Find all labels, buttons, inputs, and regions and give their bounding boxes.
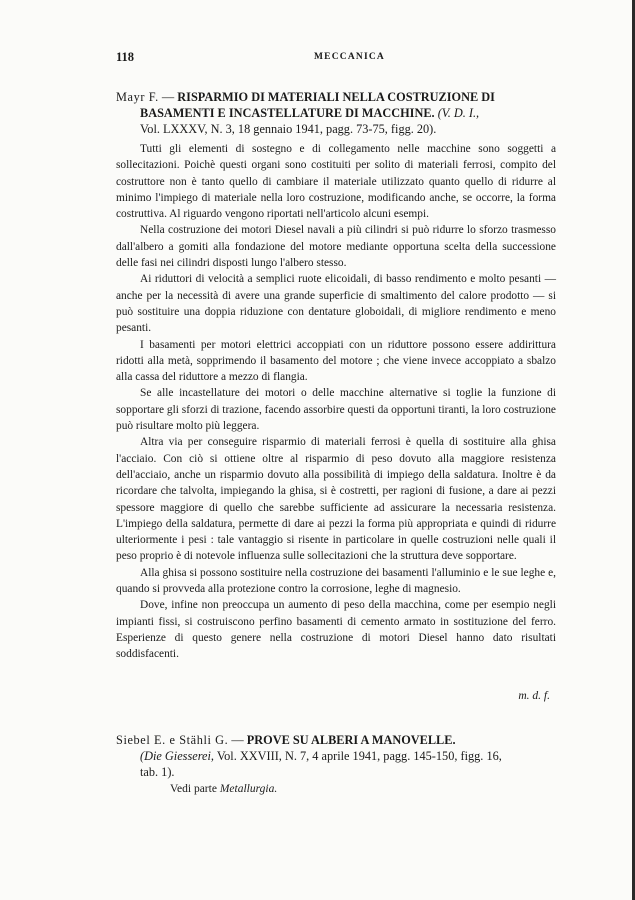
page-number: 118 <box>116 50 135 64</box>
article-2-citation-line1: Vol. XXVIII, N. 7, 4 aprile 1941, pagg. 145-150, figg. 16, <box>216 749 502 763</box>
cross-reference <box>170 783 277 795</box>
body-paragraph-1: Tutti gli elementi di sostegno e di collegamento nelle macchine sono soggetti a sollecitazioni. Poichè questi organi sono costituiti per solito di materiali ferrosi, compito del costruttore non è tanto quello di cambiare il materiale utilizzato quanto quello di ridurre al minimo l'impiego di materiale nella loro costruzione, modificando anche, se occorre, la forma costruttiva. Al riguardo vengono riportati nell'articolo alcuni esempi. <box>116 143 556 221</box>
article-1-source: (V. D. I., <box>437 106 480 120</box>
article-2-source: (Die Giesserei, <box>140 749 214 763</box>
article-2-dash: — <box>228 733 247 747</box>
body-paragraph-6: Altra via per conseguire risparmio di materiali ferrosi è quella di sostituire alla ghisa l'acciaio. Con ciò si ottiene oltre al risparmio di peso dovuto alla maggiore resistenza dell'acciaio, anche un risparmio dovuto alla possibilità di impiego della saldatura. Inoltre è da ricordare che talvolta, impiegando la ghisa, si è costretti, per ragioni di fusione, a dare ai pezzi spessore maggiore di quello che sarebbe sufficiente ad assicurare la necessaria resistenza. L'impiego della saldatura, permette di dare ai pezzi la forma più appropriata e quindi di ridurre ulteriormente i pesi : tale vantaggio si risente in particolare in quelle costruzioni nelle quali il peso proprio è di notevole influenza sulle sollecitazioni che la struttura deve sopportare. <box>116 436 556 563</box>
cross-reference-text: Vedi parte <box>170 783 217 795</box>
article-1-dash: — <box>158 90 178 104</box>
body-paragraph-8: Dove, infine non preoccupa un aumento di peso della macchina, come per esempio negli impianti fissi, si costruiscono perfino basamenti di cemento armato in sostituzione del ferro. Esperienze di questo genere nella costruzione di motori Diesel hanno dato risultati soddisfacenti. <box>116 599 556 661</box>
article-2-title: PROVE SU ALBERI A MANOVELLE. <box>246 733 456 747</box>
article-1-author: Mayr F. <box>116 90 159 104</box>
article-2-citation-line2: tab. 1). <box>140 765 175 779</box>
article-1-heading <box>116 89 556 137</box>
article-2-heading <box>116 732 556 780</box>
article-1-body <box>116 141 556 663</box>
body-paragraph-5: Se alle incastellature dei motori o delle macchine alternative si toglie la funzione di sopportare gli sforzi di trazione, facendo assorbire questi da opportuni tiranti, la loro costruzione può risultare molto più leggera. <box>116 387 556 433</box>
page-header <box>116 50 556 68</box>
article-1-title-line2: BASAMENTI E INCASTELLATURE DI MACCHINE. <box>140 106 435 120</box>
body-paragraph-4: I basamenti per motori elettrici accoppiati con un riduttore possono essere addirittura ridotti alla metà, sopprimendo il basamento del motore ; che viene invece accoppiato a sbalzo alla cassa del riduttore a mezzo di flangia. <box>116 338 556 384</box>
signature-initials: m. d. f. <box>518 690 550 702</box>
body-paragraph-2: Nella costruzione dei motori Diesel navali a più cilindri si può ridurre lo sforzo trasmesso dall'albero a gomiti alla fondazione del motore mediante opportuna scelta della successione delle fasi nei cilindri disposti lungo l'albero stesso. <box>116 224 556 270</box>
body-paragraph-7: Alla ghisa si possono sostituire nella costruzione dei basamenti l'alluminio e le sue leghe e, quando si provveda alla protezione contro la corrosione, leghe di magnesio. <box>116 566 556 596</box>
body-paragraph-3: Ai riduttori di velocità a semplici ruote elicoidali, di basso rendimento e molto pesanti — anche per la necessità di avere una grande superficie di smaltimento del calore prodotto — si può sostituire una doppia riduzione con dentature globoidali, di migliore rendimento e meno pesanti. <box>116 273 556 335</box>
article-2-authors: Siebel E. e Stähli G. <box>116 733 229 747</box>
cross-reference-target: Metallurgia. <box>219 783 278 795</box>
running-title: MECCANICA <box>314 52 385 62</box>
article-1-citation: Vol. LXXXV, N. 3, 18 gennaio 1941, pagg. 73-75, figg. 20). <box>140 122 437 136</box>
article-1-title-line1: RISPARMIO DI MATERIALI NELLA COSTRUZIONE DI <box>177 90 495 104</box>
